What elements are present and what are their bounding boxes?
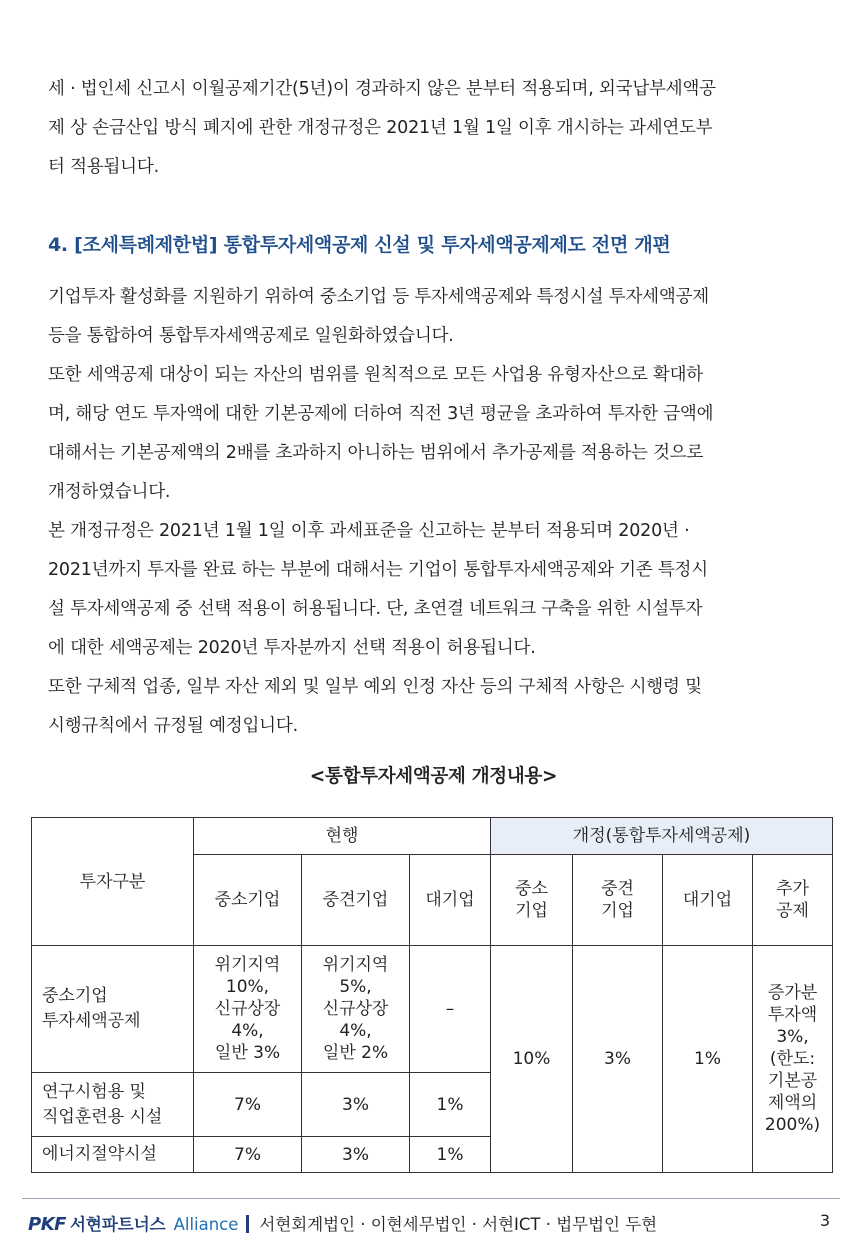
intro-line: 터 적용됩니다. — [48, 157, 159, 177]
header-current-mid: 중견기업 — [302, 855, 410, 946]
row-label: 연구시험용 및 직업훈련용 시설 — [32, 1073, 194, 1137]
cell-current-mid: 3% — [302, 1137, 410, 1173]
body-line: 개정하였습니다. — [48, 482, 171, 502]
cell-current-large: – — [410, 946, 491, 1073]
header-current: 현행 — [194, 818, 491, 855]
cell-current-sme: 7% — [194, 1073, 302, 1137]
body-line: 등을 통합하여 통합투자세액공제로 일원화하였습니다. — [48, 326, 454, 346]
pkf-logo: PKF — [28, 1214, 66, 1235]
cell-current-mid: 3% — [302, 1073, 410, 1137]
cell-current-sme: 7% — [194, 1137, 302, 1173]
cell-revised-sme: 10% — [491, 946, 573, 1173]
intro-line: 세 · 법인세 신고시 이월공제기간(5년)이 경과하지 않은 분부터 적용되며, 외국납부세액공 — [48, 79, 716, 99]
body-line: 시행규칙에서 규정될 예정입니다. — [48, 716, 298, 736]
body-line: 에 대한 세액공제는 2020년 투자분까지 선택 적용이 허용됩니다. — [48, 638, 536, 658]
body-line: 설 투자세액공제 중 선택 적용이 허용됩니다. 단, 초연결 네트워크 구축을 위한 시설투자 — [48, 599, 703, 619]
page-number: 3 — [819, 1211, 830, 1230]
cell-revised-large: 1% — [663, 946, 753, 1173]
body-line: 며, 해당 연도 투자액에 대한 기본공제에 더하여 직전 3년 평균을 초과하여 투자한 금액에 — [48, 404, 714, 424]
brand-name: 서현파트너스 — [69, 1215, 166, 1234]
body-line: 본 개정규정은 2021년 1월 1일 이후 과세표준을 신고하는 분부터 적용되며 2020년 · — [48, 521, 690, 541]
body-line: 또한 구체적 업종, 일부 자산 제외 및 일부 예외 인정 자산 등의 구체적 사항은 시행령 및 — [48, 677, 702, 697]
header-investment-type: 투자구분 — [32, 818, 194, 946]
body-line: 기업투자 활성화를 지원하기 위하여 중소기업 등 투자세액공제와 특정시설 투자세액공제 — [48, 287, 709, 307]
row-label: 에너지절약시설 — [32, 1137, 194, 1173]
intro-paragraph — [48, 70, 818, 187]
cell-revised-additional: 증가분 투자액 3%, (한도: 기본공 제액의 200%) — [753, 946, 833, 1173]
cell-current-sme: 위기지역 10%, 신규상장 4%, 일반 3% — [194, 946, 302, 1073]
footer — [28, 1211, 838, 1235]
header-revised: 개정(통합투자세액공제) — [491, 818, 833, 855]
footer-separator — [246, 1215, 249, 1233]
section-heading: 4. [조세특례제한법] 통합투자세액공제 신설 및 투자세액공제제도 전면 개편 — [48, 234, 671, 256]
footer-firms: 서현회계법인 · 이현세무법인 · 서현ICT · 법무법인 두현 — [259, 1215, 658, 1234]
header-current-large: 대기업 — [410, 855, 491, 946]
body-paragraph — [48, 278, 818, 746]
header-revised-sme: 중소 기업 — [491, 855, 573, 946]
intro-line: 제 상 손금산입 방식 폐지에 관한 개정규정은 2021년 1월 1일 이후 개시하는 과세연도부 — [48, 118, 713, 138]
comparison-table — [31, 817, 833, 1173]
header-revised-additional: 추가 공제 — [753, 855, 833, 946]
header-current-sme: 중소기업 — [194, 855, 302, 946]
alliance-label: Alliance — [173, 1215, 239, 1234]
cell-revised-mid: 3% — [573, 946, 663, 1173]
body-line: 2021년까지 투자를 완료 하는 부분에 대해서는 기업이 통합투자세액공제와 기존 특정시 — [48, 560, 708, 580]
header-revised-mid: 중견 기업 — [573, 855, 663, 946]
body-line: 또한 세액공제 대상이 되는 자산의 범위를 원칙적으로 모든 사업용 유형자산으로 확대하 — [48, 365, 704, 385]
header-revised-large: 대기업 — [663, 855, 753, 946]
body-line: 대해서는 기본공제액의 2배를 초과하지 아니하는 범위에서 추가공제를 적용하는 것으로 — [48, 443, 704, 463]
table-title: <통합투자세액공제 개정내용> — [309, 766, 558, 787]
cell-current-mid: 위기지역 5%, 신규상장 4%, 일반 2% — [302, 946, 410, 1073]
footer-divider — [22, 1198, 840, 1199]
cell-current-large: 1% — [410, 1073, 491, 1137]
cell-current-large: 1% — [410, 1137, 491, 1173]
table-row — [32, 946, 833, 1073]
row-label: 중소기업 투자세액공제 — [32, 946, 194, 1073]
